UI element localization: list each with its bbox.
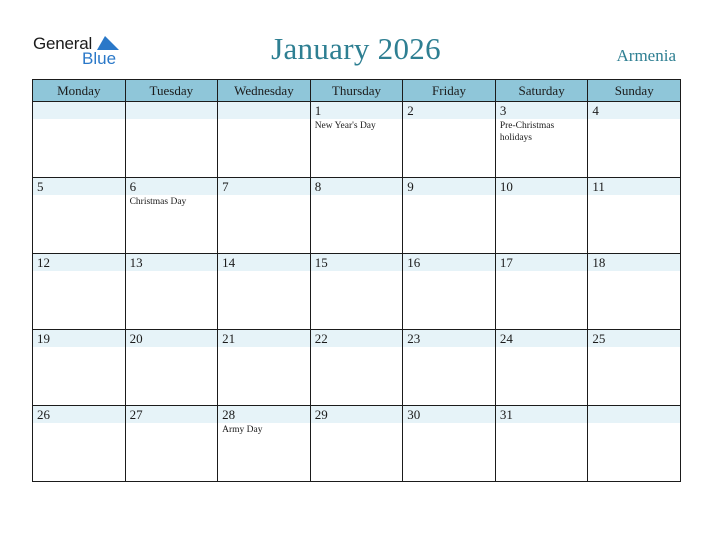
day-cell[interactable]	[218, 406, 311, 482]
day-cell[interactable]	[310, 254, 403, 330]
weekday-header-row	[33, 80, 681, 102]
country-label: Armenia	[616, 46, 676, 65]
day-number: 18	[592, 255, 606, 270]
day-number: 2	[407, 103, 414, 118]
day-number: 15	[314, 255, 328, 270]
day-cell[interactable]	[33, 102, 126, 178]
day-number: 21	[222, 331, 236, 346]
day-cell[interactable]	[33, 178, 126, 254]
logo-text-general: General	[33, 34, 93, 53]
weekday-header: Thursday	[310, 80, 403, 102]
holiday-label: Christmas Day	[129, 197, 187, 207]
day-number: 11	[592, 179, 605, 194]
weekday-header: Monday	[33, 80, 126, 102]
day-cell[interactable]	[495, 406, 588, 482]
week-row	[33, 330, 681, 406]
day-number-band	[403, 102, 495, 119]
day-cell[interactable]	[588, 330, 681, 406]
day-cell[interactable]	[403, 102, 496, 178]
weekday-header: Tuesday	[125, 80, 218, 102]
day-number: 27	[129, 407, 143, 422]
day-cell[interactable]	[218, 330, 311, 406]
day-cell[interactable]	[310, 406, 403, 482]
day-cell[interactable]	[588, 406, 681, 482]
day-number: 1	[314, 103, 322, 118]
day-number: 24	[499, 331, 513, 346]
day-number-band	[403, 178, 495, 195]
day-number: 25	[592, 331, 606, 346]
day-cell[interactable]	[310, 102, 403, 178]
day-number-band	[588, 406, 680, 423]
week-row	[33, 102, 681, 178]
day-number: 9	[407, 179, 414, 194]
day-number: 3	[499, 103, 507, 118]
day-cell[interactable]	[125, 178, 218, 254]
day-number: 13	[129, 255, 143, 270]
day-cell[interactable]	[310, 330, 403, 406]
day-cell[interactable]	[495, 330, 588, 406]
day-number: 12	[37, 255, 50, 270]
holiday-label: New Year's Day	[314, 121, 376, 131]
week-row	[33, 406, 681, 482]
day-number-band	[218, 178, 310, 195]
day-number: 29	[314, 407, 328, 422]
day-number-band	[496, 102, 588, 119]
day-cell[interactable]	[403, 178, 496, 254]
day-number: 23	[407, 331, 421, 346]
day-number-band	[126, 178, 218, 195]
day-cell[interactable]	[218, 178, 311, 254]
day-cell[interactable]	[310, 178, 403, 254]
holiday-label: Army Day	[222, 425, 263, 435]
day-cell[interactable]	[403, 254, 496, 330]
day-cell[interactable]	[125, 102, 218, 178]
day-number-band	[126, 102, 218, 119]
weekday-header: Wednesday	[218, 80, 311, 102]
day-number: 16	[407, 255, 421, 270]
day-cell[interactable]	[588, 178, 681, 254]
weekday-header: Sunday	[588, 80, 681, 102]
day-cell[interactable]	[125, 254, 218, 330]
day-number: 14	[222, 255, 236, 270]
day-number: 4	[592, 103, 599, 118]
day-cell[interactable]	[33, 406, 126, 482]
day-cell[interactable]	[495, 102, 588, 178]
day-number-band	[33, 178, 125, 195]
day-number-band	[311, 178, 403, 195]
day-number: 19	[37, 331, 50, 346]
logo-text-blue: Blue	[82, 49, 117, 68]
day-cell[interactable]	[125, 330, 218, 406]
day-cell[interactable]	[495, 178, 588, 254]
day-number: 22	[314, 331, 328, 346]
day-number: 6	[129, 179, 137, 194]
day-number: 10	[499, 179, 513, 194]
calendar-title: January 2026	[271, 31, 441, 66]
day-number: 26	[37, 407, 50, 422]
day-cell[interactable]	[218, 254, 311, 330]
day-number: 7	[222, 179, 229, 194]
day-cell[interactable]	[33, 254, 126, 330]
day-cell[interactable]	[403, 406, 496, 482]
day-cell[interactable]	[33, 330, 126, 406]
week-row	[33, 178, 681, 254]
day-cell[interactable]	[495, 254, 588, 330]
day-number: 31	[499, 407, 513, 422]
day-cell[interactable]	[218, 102, 311, 178]
day-cell[interactable]	[588, 102, 681, 178]
day-number-band	[33, 102, 125, 119]
week-row	[33, 254, 681, 330]
day-number: 5	[37, 179, 44, 194]
day-number-band	[311, 102, 403, 119]
holiday-label: Pre-Christmas holidays	[499, 121, 555, 143]
weekday-header: Friday	[403, 80, 496, 102]
day-number: 28	[222, 407, 236, 422]
day-number: 20	[129, 331, 143, 346]
day-cell[interactable]	[588, 254, 681, 330]
calendar-grid	[32, 79, 681, 482]
day-number: 17	[499, 255, 513, 270]
day-number: 30	[407, 407, 421, 422]
weekday-header: Saturday	[495, 80, 588, 102]
day-number-band	[218, 102, 310, 119]
day-cell[interactable]	[403, 330, 496, 406]
day-number: 8	[314, 179, 322, 194]
day-number-band	[588, 102, 680, 119]
day-cell[interactable]	[125, 406, 218, 482]
